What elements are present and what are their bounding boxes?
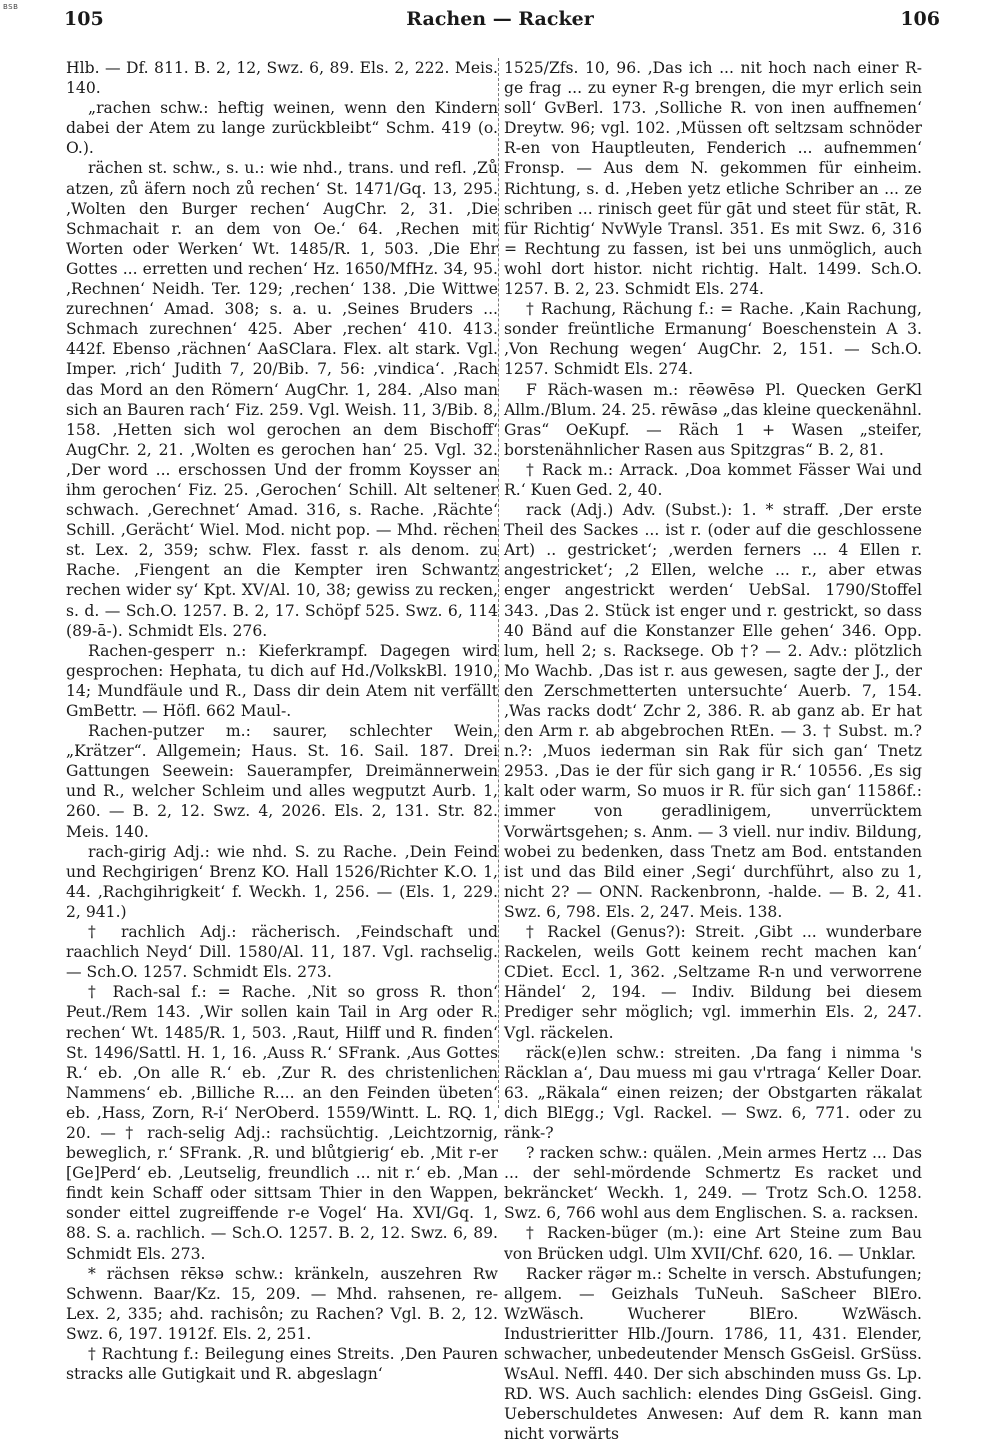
dictionary-entry: F Räch-wasen m.: rēəwēsə Pl. Quecken GerKl Allm./Blum. 24. 25. rēwāsə „das kleine queckenähnl. Gras“ OeKupf. — Räch 1 + Wasen „steifer, borstenähnlicher Rasen aus Spitzgras“ B. 2, 81. [504, 380, 922, 459]
dictionary-entry: Rachen-putzer m.: saurer, schlechter Wein, „Krätzer“. Allgemein; Haus. St. 16. Sail. 187. Drei Gattungen Seewein: Sauerampfer, Dreimännerwein und R., welcher Schleim und alles wegputzt Aurb. 1, 260. — B. 2, 12. Swz. 4, 2026. Els. 2, 131. Str. 82. Meis. 140. [66, 722, 498, 841]
dictionary-entry: Hlb. — Df. 811. B. 2, 12, Swz. 6, 89. Els. 2, 222. Meis. 140. [66, 59, 498, 98]
dictionary-entry: „rachen schw.: heftig weinen, wenn den Kindern dabei der Atem zu lange zurückbleibt“ Schm. 419 (o. O.). [66, 99, 498, 158]
dictionary-entry: † Rack m.: Arrack. ‚Doa kommet Fässer Wai und R.‘ Kuen Ged. 2, 40. [504, 460, 922, 499]
left-column [66, 58, 498, 1418]
dictionary-entry: räck(e)len schw.: streiten. ‚Da fang i nimma 's Räcklan a‘, Dau muess mi gau v'rtraga‘ Keller Doar. 63. „Räkala“ einen reizen; der Obstgarten räkalat dich BlEgg.; Vgl. Rackel. — Swz. 6, 771. oder zu ränk-? [504, 1043, 922, 1142]
dictionary-entry: ? racken schw.: quälen. ‚Mein armes Hertz ... Das ... der sehl-mördende Schmertz Es racket und bekräncket‘ Weckh. 1, 249. — Trotz Sch.O. 1258. Swz. 6, 766 wohl aus dem Englischen. S. a. racksen. [504, 1144, 922, 1223]
dictionary-entry: rack (Adj.) Adv. (Subst.): 1. * straff. ‚Der erste Theil des Sackes ... ist r. (oder auf die geschlossene Art) .. gestricket‘; ‚werden ferners ... 4 Ellen r. angestricket‘; ‚2 Ellen, welche ... r., aber etwas enger angestrickt werden‘ UebSal. 1790/Stoffel 343. ‚Das 2. Stück ist enger und r. gestrickt, so dass 40 Bänd auf die Konstanzer Elle gehen‘ 346. Opp. lum, hell 2; s. Racksege. Ob †? — 2. Adv.: plötzlich Mo Wachb. ‚Das ist r. aus gewesen, sagte der J., der den Zerschmetterten untersuchte‘ Auerb. 7, 154. ‚Was racks dodt‘ Zchr 2, 386. R. ab ganz ab. Er hat den Arm r. ab abgebrochen RtEn. — 3. † Subst. m.? n.?: ‚Muos iederman sin Rak für sich gan‘ Tnetz 2953. ‚Das ie der für sich gang ir R.‘ 10556. ‚Es sig kalt oder warm, So muos ir R. für sich gan‘ 11586f.: immer von geradlinigem, unverrücktem Vorwärtsgehen; s. Anm. — 3 viell. nur indiv. Bildung, wobei zu bedenken, dass Tnetz am Bod. entstanden ist und das Bild einer ‚Segi‘ durchführt, also zu 1, nicht 2? — ONN. Rackenbronn, -halde. — B. 2, 41. Swz. 6, 798. Els. 2, 247. Meis. 138. [504, 501, 922, 921]
dictionary-entry: Rachen-gesperr n.: Kieferkrampf. Dagegen wird gesprochen: Hephata, tu dich auf Hd./VolkskBl. 1910, 14; Mundfäule und R., Dass dir dein Atem nit verfällt GmBettr. — Höfl. 662 Maul-. [66, 641, 498, 720]
dictionary-entry: † Racken-büger (m.): eine Art Steine zum Bau von Brücken udgl. Ulm XVII/Chf. 620, 16. — Unklar. [504, 1224, 922, 1263]
column-divider [498, 58, 499, 1108]
dictionary-entry: † Rachtung f.: Beilegung eines Streits. ‚Den Pauren stracks alle Gutigkait und R. abgeslagn‘ [66, 1345, 498, 1384]
dictionary-entry: rach-girig Adj.: wie nhd. S. zu Rache. ‚Dein Feind und Rechgirigen‘ Brenz KO. Hall 1526/Richter K.O. 1, 44. ‚Rachgihrigkeit‘ f. Weckh. 1, 256. — (Els. 1, 229. 2, 941.) [66, 842, 498, 921]
page-header [60, 8, 940, 34]
dictionary-entry: * rächsen rēksə schw.: kränkeln, auszehren Rw Schwenn. Baar/Kz. 15, 209. — Mhd. rahsenen, re- Lex. 2, 335; ahd. rachisôn; zu Rachen? Vgl. B. 2, 12. Swz. 6, 197. 1912f. Els. 2, 251. [66, 1264, 498, 1343]
page-number-left: 105 [64, 8, 104, 30]
running-title: Rachen — Racker [406, 8, 594, 30]
right-column [504, 58, 922, 1444]
library-stamp: BSB [3, 3, 19, 11]
dictionary-entry: Racker rägər m.: Schelte in versch. Abstufungen; allgem. — Geizhals TuNeuh. SaScheer BlEro. WzWäsch. Wucherer BlEro. WzWäsch. Industrieritter Hlb./Journ. 1786, 11, 431. Elender, schwacher, unbedeutender Mensch GsGeisl. GrSüss. WsAul. Neffl. 440. Der sich abschinden muss Gs. Lp. RD. WS. Auch sachlich: elendes Ding GsGeisl. Ging. Ueberschuldetes Anwesen: Auf dem R. kann man nicht vorwärts [504, 1264, 922, 1444]
dictionary-entry: † rachlich Adj.: rächerisch. ‚Feindschaft und raachlich Neyd‘ Dill. 1580/Al. 11, 187. Vgl. rachselig. — Sch.O. 1257. Schmidt Els. 273. [66, 923, 498, 982]
dictionary-entry: † Rach-sal f.: = Rache. ‚Nit so gross R. thon‘ Peut./Rem 143. ‚Wir sollen kain Tail in Arg oder R. rechen‘ Wt. 1485/R. 1, 503. ‚Raut, Hilff und R. finden‘ St. 1496/Sattl. H. 1, 16. ‚Auss R.‘ SFrank. ‚Aus Gottes R.‘ eb. ‚On alle R.‘ eb. ‚Zur R. des christenlichen Nammens‘ eb. ‚Billiche R.... an den Feinden übeten‘ eb. ‚Hass, Zorn, R-i‘ NerOberd. 1559/Wintt. L. RQ. 1, 20. — † rach-selig Adj.: rachsüchtig. ‚Leichtzornig, beweglich, r.‘ SFrank. ‚R. und blůtgierig‘ eb. ‚Mit r-er [Ge]Perd‘ eb. ‚Leutselig, freundlich ... nit r.‘ eb. ‚Man findt kein Schaff oder sittsam Thier in den Wappen, sonder eittel zugreiffende r-e Vogel‘ Ha. XVI/Gq. 1, 88. S. a. rachlich. — Sch.O. 1257. B. 2, 12. Swz. 6, 89. Schmidt Els. 273. [66, 983, 498, 1263]
dictionary-entry: rächen st. schw., s. u.: wie nhd., trans. und refl. ‚Zů atzen, zů äfern noch zů rechen‘ St. 1471/Gq. 13, 295. ‚Wolten den Burger rechen‘ AugChr. 2, 31. ‚Die Schmachait r. an dem von Oe.‘ 64. ‚Rechen mit Worten oder Werken‘ Wt. 1485/R. 1, 503. ‚Die Ehr Gottes ... erretten und rechen‘ Hz. 1650/MfHz. 34, 95. ‚Rechnen‘ Neidh. Ter. 129; ‚rechen‘ 138. ‚Die Wittwe zurechnen‘ Amad. 308; s. a. u. ‚Seines Bruders ... Schmach zurechnen‘ 425. Aber ‚rechen‘ 410. 413. 442f. Ebenso ‚rächnen‘ AaSClara. Flex. alt stark. Vgl. Imper. ‚rich‘ Judith 7, 20/Bib. 7, 56: ‚vindica‘. ‚Rach das Mord an den Römern‘ AugChr. 1, 284. ‚Also man sich an Bauren rach‘ Fiz. 259. Vgl. Weish. 11, 3/Bib. 8, 158. ‚Hetten sich wol gerochen an dem Bischoff‘ AugChr. 2, 21. ‚Wolten es gerochen han‘ 25. Vgl. 32. ‚Der word ... erschossen Und der fromm Koysser an ihm gerochen‘ Fiz. 25. ‚Gerochen‘ Schill. Alt seltener schwach. ‚Gerechnet‘ Amad. 316, s. Rache. ‚Rächte‘ Schill. ‚Gerächt‘ Wiel. Mod. nicht pop. — Mhd. rëchen st. Lex. 2, 359; schw. Flex. fasst r. als denom. zu Rache. ‚Fiengent an die Kempter iren Schwantz rechen wider sy‘ Kpt. XV/Al. 10, 38; gewiss zu recken, s. d. — Sch.O. 1257. B. 2, 17. Schöpf 525. Swz. 6, 114 (89-ā-). Schmidt Els. 276. [66, 159, 498, 640]
dictionary-entry: † Rackel (Genus?): Streit. ‚Gibt ... wunderbare Rackelen, weils Gott keinem recht machen kan‘ CDiet. Eccl. 1, 362. ‚Seltzame R-n und verworrene Händel‘ 2, 194. — Indiv. Bildung bei diesem Prediger sehr möglich; vgl. immerhin Els. 2, 247. Vgl. räckelen. [504, 923, 922, 1042]
dictionary-entry: † Rachung, Rächung f.: = Rache. ‚Kain Rachung, sonder freüntliche Ermanung‘ Boeschenstein A 3. ‚Von Rechung wegen‘ AugChr. 2, 151. — Sch.O. 1257. Schmidt Els. 274. [504, 300, 922, 379]
dictionary-entry: 1525/Zfs. 10, 96. ‚Das ich ... nit hoch nach einer R-ge frag ... zu eyner R-g brengen, die myr erlich sein soll‘ GvBerl. 173. ‚Solliche R. von inen auffnemen‘ Dreytw. 96; vgl. 102. ‚Müssen oft seltzsam schnöder R-en von Hauptleuten, Fenderich ... aufnemmen‘ Fronsp. — Aus dem N. gekommen für einheim. Richtung, s. d. ‚Heben yetz etliche Schriber an ... ze schriben ... rinisch geet für gāt und steet für stāt, R. für Richtig‘ NvWyle Transl. 351. Es mit Swz. 6, 316 = Rechtung zu fassen, ist bei uns unmöglich, auch wohl dort histor. nicht richtig. Halt. 1499. Sch.O. 1257. B. 2, 23. Schmidt Els. 274. [504, 59, 922, 299]
page-number-right: 106 [900, 8, 940, 30]
